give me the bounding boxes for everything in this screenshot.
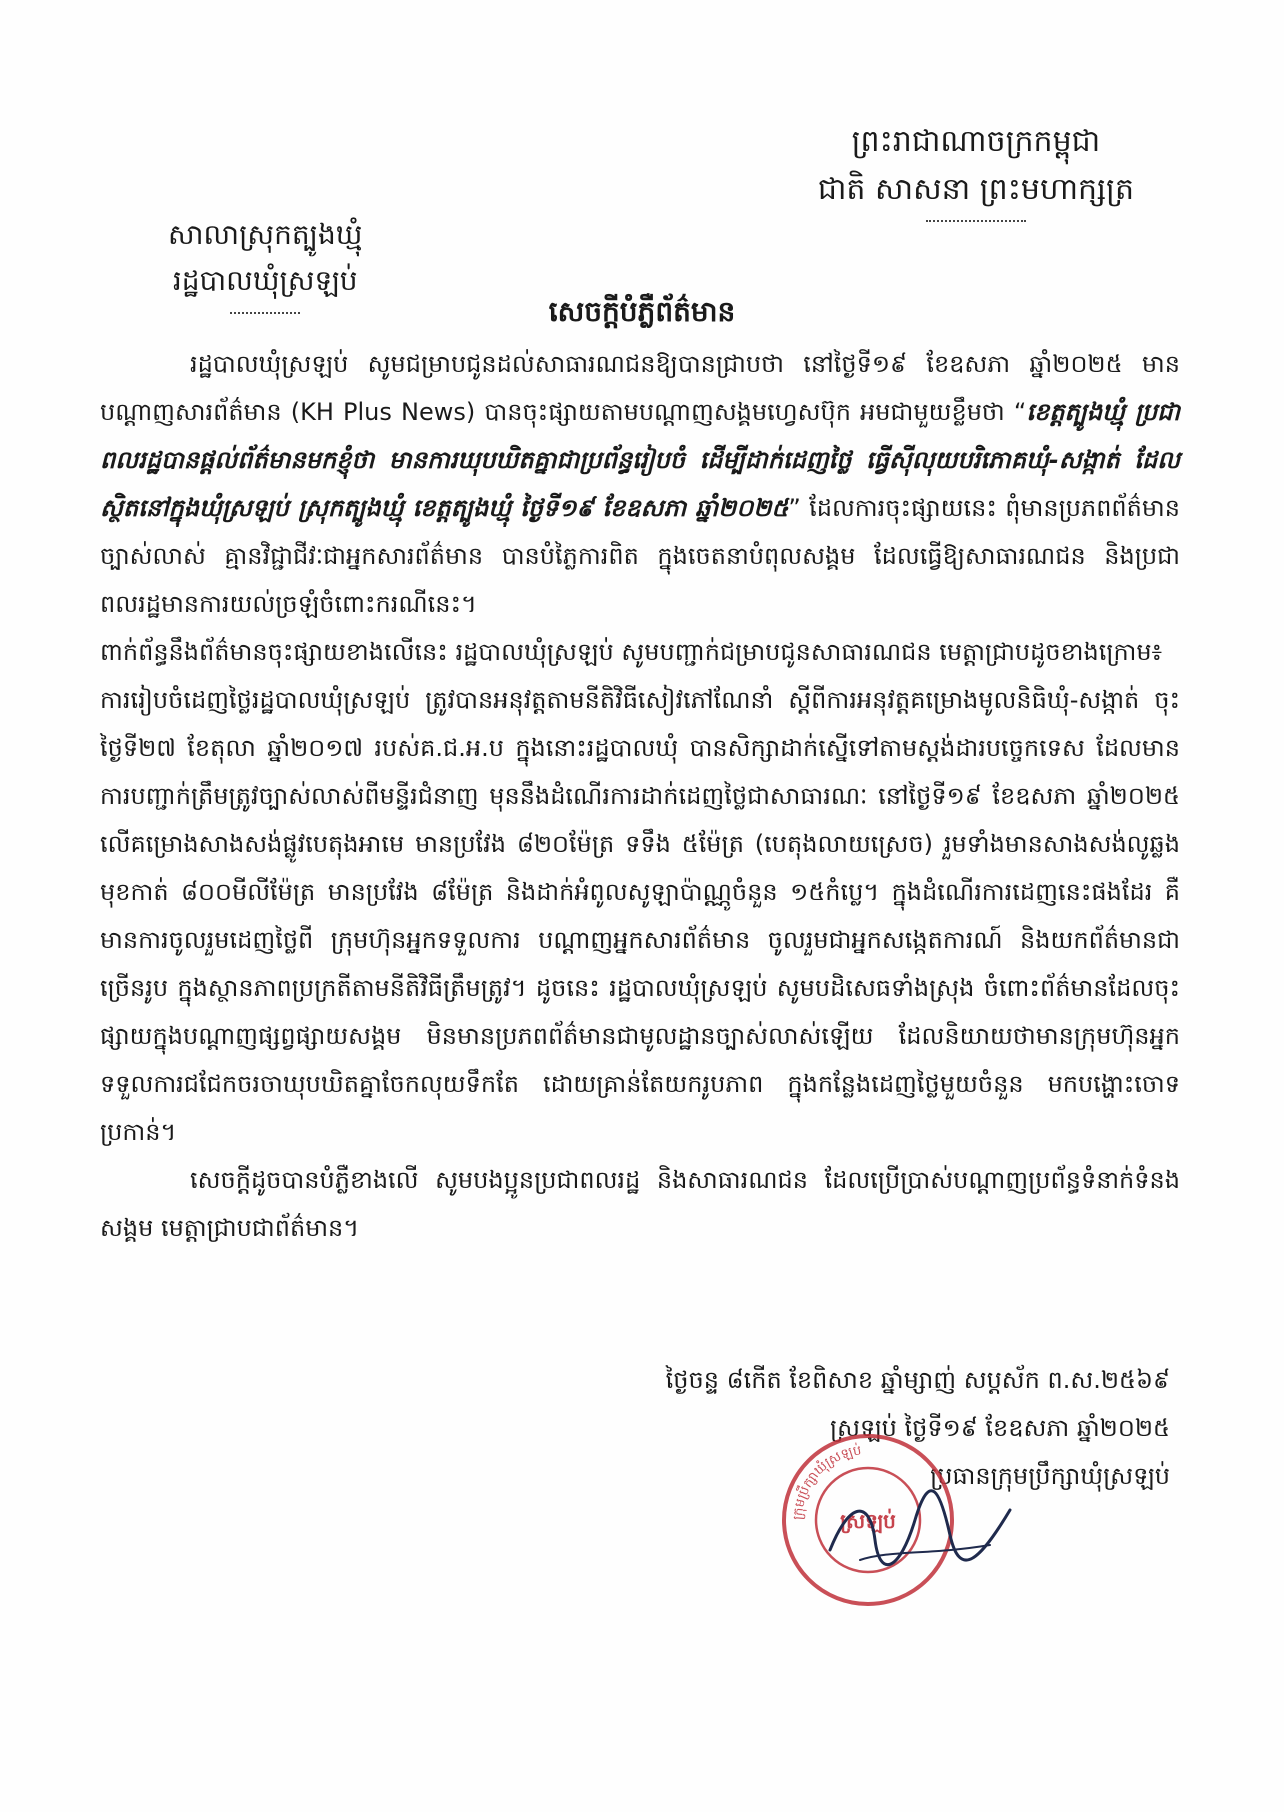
seal-ring-text: ក្រុមប្រឹក្សាឃុំស្រឡប់ [790, 1443, 863, 1521]
paragraph-1 [100, 340, 1180, 628]
lunar-date: ថ្ងៃចន្ទ ៨កើត ខែពិសាខ ឆ្នាំម្សាញ់ សប្តស័ក ព.ស.២៥៦៩ [665, 1366, 1170, 1394]
document-title: សេចក្តីបំភ្លឺព័ត៌មាន [548, 295, 736, 328]
motto-line: ជាតិ សាសនា ព្រះមហាក្សត្រ [817, 172, 1134, 207]
paragraph-4: សេចក្តីដូចបានបំភ្លឺខាងលើ សូមបងប្អូនប្រជាពលរដ្ឋ និងសាធារណជន ដែលប្រើប្រាស់បណ្តាញប្រព័ន្ធទំនាក់ទំនងសង្គម មេត្តាជ្រាបជាព័ត៌មាន។ [100, 1166, 1180, 1242]
seal-center-text: ស្រឡប់ [840, 1509, 896, 1533]
motto-divider [926, 220, 1026, 222]
commune-admin: រដ្ឋបាលឃុំស្រឡប់ [172, 264, 358, 297]
kingdom-line: ព្រះរាជាណាចក្រកម្ពុជា [851, 124, 1101, 159]
paragraph-1-intro: រដ្ឋបាលឃុំស្រឡប់ សូមជម្រាបជូនដល់សាធារណជនឱ្យបានជ្រាបថា នៅថ្ងៃទី១៩ ខែឧសភា ឆ្នាំ២០២៥ មានបណ្តាញសារព័ត៌មាន (KH Plus News) បានចុះផ្សាយតាមបណ្តាញសង្គមហ្វេសប៊ុក អមជាមួយខ្លឹមថា “ [100, 350, 1180, 426]
signatory-title: ប្រធានក្រុមប្រឹក្សាឃុំស្រឡប់ [930, 1462, 1170, 1490]
paragraph-3: ការរៀបចំដេញថ្លៃរដ្ឋបាលឃុំស្រឡប់ ត្រូវបានអនុវត្តតាមនីតិវិធីសៀវភៅណែនាំ ស្តីពីការអនុវត្តគម្រោងមូលនិធិឃុំ-សង្កាត់ ចុះថ្ងៃទី២៧ ខែតុលា ឆ្នាំ២០១៧ របស់គ.ជ.អ.ប ក្នុងនោះរដ្ឋបាលឃុំ បានសិក្សាដាក់ស្នើទៅតាមស្តង់ដារបច្ចេកទេស ដែលមានការបញ្ជាក់ត្រឹមត្រូវច្បាស់លាស់ពីមន្ទីរជំនាញ មុននឹងដំណើរការដាក់ដេញថ្លៃជាសាធារណៈ នៅថ្ងៃទី១៩ ខែឧសភា ឆ្នាំ២០២៥ លើគម្រោងសាងសង់ផ្លូវបេតុងអាមេ មានប្រវែង ៨២០ម៉ែត្រ ទទឹង ៥ម៉ែត្រ (បេតុងលាយស្រេច) រួមទាំងមានសាងសង់លូឆ្លងមុខកាត់ ៨០០មីលីម៉ែត្រ មានប្រវែង ៨ម៉ែត្រ និងដាក់អំពូលសូឡាប៉ាណ្ណូចំនួន ១៥កំប្លេ។ ក្នុងដំណើរការដេញនេះផងដែរ គឺមានការចូលរួមដេញថ្លៃពី ក្រុមហ៊ុនអ្នកទទួលការ បណ្តាញអ្នកសារព័ត៌មាន ចូលរួមជាអ្នកសង្កេតការណ៍ និងយកព័ត៌មានជាច្រើនរូប ក្នុងស្ថានភាពប្រក្រតីតាមនីតិវិធីត្រឹមត្រូវ។ ដូចនេះ រដ្ឋបាលឃុំស្រឡប់ សូមបដិសេធទាំងស្រុង ចំពោះព័ត៌មានដែលចុះផ្សាយក្នុងបណ្តាញផ្សព្វផ្សាយសង្គម មិនមានប្រភពព័ត៌មានជាមូលដ្ឋានច្បាស់លាស់ឡើយ ដែលនិយាយថាមានក្រុមហ៊ុនអ្នកទទួលការជជែកចរចាឃុបឃិតគ្នាចែកលុយទឹកតែ ដោយគ្រាន់តែយករូបភាព ក្នុងកន្លែងដេញថ្លៃមួយចំនួន មកបង្ហោះចោទប្រកាន់។ [100, 686, 1180, 1146]
district-hall: សាលាស្រុកត្បូងឃ្មុំ [168, 218, 363, 251]
document-body [100, 340, 1180, 1252]
paragraph-1-quote: ខេត្តត្បូងឃ្មុំ ប្រជាពលរដ្ឋបានផ្តល់ព័ត៌មានមកខ្ញុំថា មានការឃុបឃិតគ្នាជាប្រព័ន្ធរៀបចំ ដើម្បីដាក់ដេញថ្លៃ ធ្វើស៊ីលុយបរិភោគឃុំ-សង្កាត់ ដែលស្ថិតនៅក្នុងឃុំស្រឡប់ ស្រុកត្បូងឃ្មុំ ខេត្តត្បូងឃ្មុំ ថ្ងៃទី១៩ ខែឧសភា ឆ្នាំ២០២៥ [100, 398, 1180, 522]
signature-image [820, 1480, 1020, 1590]
national-motto [818, 118, 1134, 222]
paragraph-2: ពាក់ព័ន្ធនឹងព័ត៌មានចុះផ្សាយខាងលើនេះ រដ្ឋបាលឃុំស្រឡប់ សូមបញ្ជាក់ជម្រាបជូនសាធារណជន មេត្តាជ្រាបដូចខាងក្រោម៖ [100, 638, 1163, 666]
paragraph-1-rest: ” ដែលការចុះផ្សាយនេះ ពុំមានប្រភពព័ត៌មានច្បាស់លាស់ គ្មានវិជ្ជាជីវៈជាអ្នកសារព័ត៌មាន បានបំភ្លៃការពិត ក្នុងចេតនាបំពុលសង្គម ដែលធ្វើឱ្យសាធារណជន និងប្រជាពលរដ្ឋមានការយល់ច្រឡំចំពោះករណីនេះ។ [100, 494, 1180, 618]
solar-date: ស្រឡប់ ថ្ងៃទី១៩ ខែឧសភា ឆ្នាំ២០២៥ [830, 1414, 1170, 1442]
